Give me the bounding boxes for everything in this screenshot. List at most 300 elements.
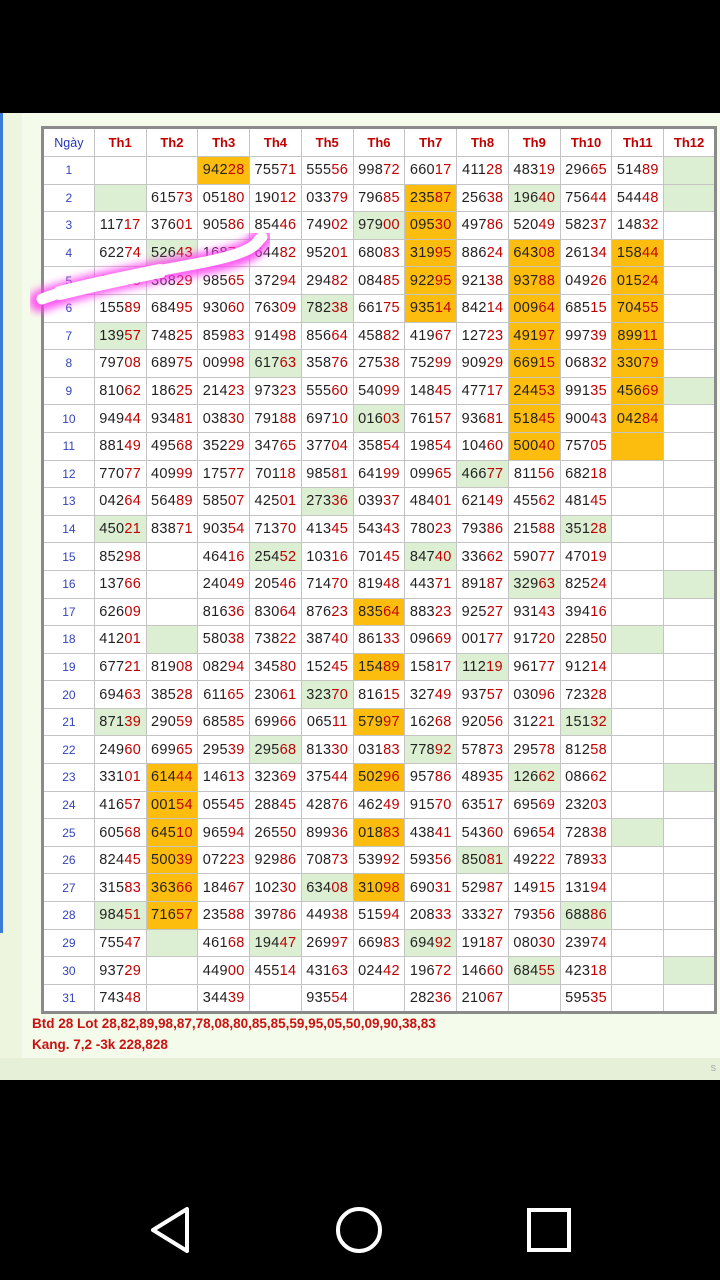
result-tail-digits: 77 (486, 631, 504, 648)
result-tail-digits: 15 (590, 300, 607, 317)
result-cell (664, 736, 716, 764)
result-tail-digits: 20 (538, 631, 556, 648)
result-tail-digits: 86 (434, 769, 452, 786)
result-lead-digits: 793 (513, 907, 539, 924)
result-cell (560, 708, 612, 736)
result-lead-digits: 235 (202, 907, 228, 924)
result-cell (250, 570, 302, 598)
day-number: 9 (43, 377, 95, 405)
result-cell (94, 157, 146, 185)
result-tail-digits: 66 (176, 879, 193, 896)
result-cell (353, 184, 405, 212)
result-tail-digits: 89 (176, 493, 193, 510)
result-cell (664, 267, 716, 295)
result-tail-digits: 39 (590, 327, 607, 344)
day-number: 23 (43, 764, 95, 792)
result-lead-digits: 699 (254, 714, 280, 731)
result-cell (198, 598, 250, 626)
result-tail-digits: 57 (486, 686, 504, 703)
result-cell (405, 791, 457, 819)
result-lead-digits: 024 (358, 962, 384, 979)
result-cell (94, 929, 146, 957)
result-tail-digits: 79 (331, 189, 349, 206)
result-cell (146, 984, 198, 1013)
result-tail-digits: 46 (279, 576, 297, 593)
result-lead-digits: 095 (409, 217, 435, 234)
result-tail-digits: 57 (434, 410, 452, 427)
result-lead-digits: 819 (151, 658, 177, 675)
result-lead-digits: 626 (99, 603, 125, 620)
result-cell (250, 984, 302, 1013)
result-tail-digits: 44 (176, 769, 193, 786)
result-lead-digits: 937 (513, 272, 539, 289)
table-row (43, 239, 716, 267)
result-lead-digits: 936 (461, 410, 487, 427)
result-cell (664, 570, 716, 598)
result-lead-digits: 985 (202, 272, 228, 289)
result-tail-digits: 08 (176, 658, 193, 675)
result-tail-digits: 11 (642, 327, 659, 344)
table-row (43, 157, 716, 185)
result-lead-digits: 323 (306, 686, 332, 703)
result-cell (94, 819, 146, 847)
result-cell (612, 626, 664, 654)
result-cell (250, 791, 302, 819)
footer-note (32, 1013, 436, 1055)
result-cell (405, 764, 457, 792)
result-cell (146, 902, 198, 930)
result-lead-digits: 198 (409, 438, 435, 455)
result-tail-digits: 96 (383, 769, 400, 786)
result-cell (353, 239, 405, 267)
result-cell (612, 819, 664, 847)
result-tail-digits: 03 (590, 796, 607, 813)
result-lead-digits: 477 (461, 383, 487, 400)
result-cell (198, 460, 250, 488)
result-tail-digits: 45 (227, 796, 245, 813)
result-tail-digits: 49 (538, 217, 556, 234)
result-cell (560, 377, 612, 405)
result-tail-digits: 64 (279, 603, 297, 620)
result-cell (457, 294, 509, 322)
result-lead-digits: 103 (306, 548, 332, 565)
result-lead-digits: 438 (409, 824, 435, 841)
result-cell (198, 488, 250, 516)
result-cell (457, 764, 509, 792)
result-lead-digits: 680 (358, 245, 384, 262)
result-tail-digits: 71 (434, 576, 452, 593)
result-lead-digits: 491 (513, 327, 539, 344)
table-row (43, 681, 716, 709)
result-cell (457, 212, 509, 240)
result-lead-digits: 611 (203, 686, 228, 703)
result-cell (146, 488, 198, 516)
result-lead-digits: 564 (151, 493, 177, 510)
result-cell (146, 736, 198, 764)
result-cell (94, 460, 146, 488)
result-lead-digits: 905 (202, 217, 228, 234)
result-lead-digits: 580 (202, 631, 228, 648)
result-cell (457, 488, 509, 516)
result-tail-digits: 74 (124, 245, 142, 262)
result-tail-digits: 72 (434, 962, 452, 979)
result-lead-digits: 713 (254, 521, 280, 538)
result-cell (508, 791, 560, 819)
result-cell (198, 377, 250, 405)
result-cell (198, 764, 250, 792)
result-tail-digits: 63 (279, 355, 297, 372)
result-tail-digits: 75 (176, 355, 193, 372)
result-cell (612, 874, 664, 902)
result-cell (664, 708, 716, 736)
result-tail-digits: 01 (279, 493, 297, 510)
result-cell (560, 791, 612, 819)
result-lead-digits: 813 (306, 741, 332, 758)
result-lead-digits: 450 (99, 521, 125, 538)
result-lead-digits: 428 (306, 796, 332, 813)
result-tail-digits: 47 (279, 934, 297, 951)
result-tail-digits: 69 (641, 383, 659, 400)
result-tail-digits: 21 (124, 658, 142, 675)
result-cell (250, 902, 302, 930)
result-lead-digits: 152 (306, 658, 332, 675)
result-lead-digits: 921 (461, 272, 487, 289)
result-tail-digits: 73 (486, 741, 504, 758)
result-lead-digits: 685 (202, 714, 228, 731)
result-lead-digits: 957 (409, 769, 435, 786)
result-tail-digits: 33 (383, 631, 400, 648)
result-cell (508, 736, 560, 764)
result-tail-digits: 92 (434, 934, 452, 951)
result-lead-digits: 942 (202, 162, 228, 179)
result-cell (457, 570, 509, 598)
result-tail-digits: 62 (538, 769, 556, 786)
result-tail-digits: 71 (176, 521, 193, 538)
result-cell (250, 598, 302, 626)
result-cell (508, 488, 560, 516)
result-cell (405, 184, 457, 212)
result-cell (508, 957, 560, 985)
result-lead-digits: 752 (409, 355, 435, 372)
result-tail-digits: 86 (279, 852, 297, 869)
result-tail-digits: 75 (383, 300, 400, 317)
result-tail-digits: 67 (434, 327, 452, 344)
result-cell (198, 653, 250, 681)
result-tail-digits: 66 (124, 576, 142, 593)
result-cell (94, 957, 146, 985)
result-tail-digits: 04 (331, 438, 349, 455)
result-tail-digits: 14 (279, 962, 297, 979)
result-lead-digits: 555 (306, 162, 332, 179)
result-lead-digits: 228 (565, 631, 591, 648)
result-cell (353, 377, 405, 405)
result-tail-digits: 77 (486, 465, 504, 482)
result-lead-digits: 387 (306, 631, 332, 648)
result-cell (612, 681, 664, 709)
table-row (43, 957, 716, 985)
result-cell (250, 432, 302, 460)
result-lead-digits: 042 (616, 410, 642, 427)
result-cell (94, 902, 146, 930)
result-tail-digits: 32 (590, 714, 607, 731)
result-lead-digits: 455 (254, 962, 280, 979)
result-tail-digits: 30 (538, 934, 556, 951)
result-cell (664, 157, 716, 185)
result-lead-digits: 782 (306, 300, 332, 317)
result-lead-digits: 810 (99, 383, 125, 400)
result-cell (146, 570, 198, 598)
result-tail-digits: 64 (538, 300, 556, 317)
result-tail-digits: 54 (538, 824, 556, 841)
result-tail-digits: 59 (176, 714, 193, 731)
result-cell (457, 626, 509, 654)
table-body (43, 157, 716, 1013)
result-lead-digits: 419 (409, 327, 435, 344)
result-cell (457, 350, 509, 378)
result-lead-digits: 669 (358, 934, 384, 951)
result-cell (457, 653, 509, 681)
result-tail-digits: 99 (383, 383, 400, 400)
result-lead-digits: 689 (151, 355, 177, 372)
result-tail-digits: 43 (176, 245, 193, 262)
result-cell (301, 984, 353, 1013)
result-tail-digits: 68 (227, 934, 245, 951)
result-cell (353, 819, 405, 847)
result-tail-digits: 65 (434, 465, 452, 482)
column-header-month: Th1 (94, 128, 146, 157)
result-lead-digits: 484 (409, 493, 435, 510)
result-tail-digits: 65 (227, 686, 245, 703)
result-lead-digits: 455 (513, 493, 539, 510)
result-tail-digits: 23 (227, 383, 245, 400)
result-lead-digits: 684 (151, 300, 177, 317)
result-tail-digits: 55 (538, 962, 556, 979)
result-tail-digits: 77 (227, 465, 245, 482)
result-tail-digits: 60 (331, 383, 349, 400)
result-lead-digits: 001 (461, 631, 487, 648)
result-cell (353, 957, 405, 985)
result-tail-digits: 44 (641, 245, 659, 262)
result-lead-digits: 502 (358, 769, 384, 786)
result-tail-digits: 46 (279, 217, 297, 234)
result-lead-digits: 273 (306, 493, 332, 510)
column-header-month: Th3 (198, 128, 250, 157)
result-tail-digits: 32 (641, 217, 659, 234)
result-cell (250, 157, 302, 185)
result-lead-digits: 196 (513, 189, 539, 206)
result-tail-digits: 81 (486, 852, 504, 869)
result-tail-digits: 67 (227, 879, 245, 896)
result-lead-digits: 701 (358, 548, 384, 565)
result-cell (612, 267, 664, 295)
result-lead-digits: 935 (306, 990, 332, 1007)
result-tail-digits: 38 (486, 272, 504, 289)
result-lead-digits: 294 (306, 272, 332, 289)
result-lead-digits: 614 (151, 769, 177, 786)
result-lead-digits: 345 (254, 658, 280, 675)
result-tail-digits: 24 (486, 245, 504, 262)
result-cell (146, 681, 198, 709)
result-cell (508, 460, 560, 488)
result-lead-digits: 458 (358, 327, 384, 344)
result-lead-digits: 288 (254, 796, 280, 813)
result-tail-digits: 56 (537, 465, 555, 482)
result-lead-digits: 139 (99, 327, 125, 344)
result-cell (353, 294, 405, 322)
result-cell (146, 377, 198, 405)
result-lead-digits: 282 (409, 990, 435, 1007)
result-lead-digits: 540 (358, 383, 384, 400)
back-icon[interactable] (135, 1195, 205, 1265)
result-tail-digits: 64 (124, 493, 142, 510)
table-row (43, 736, 716, 764)
result-tail-digits: 44 (124, 410, 142, 427)
result-cell (301, 846, 353, 874)
result-lead-digits: 635 (461, 796, 487, 813)
result-tail-digits: 44 (331, 769, 349, 786)
result-tail-digits: 86 (590, 907, 607, 924)
result-cell (94, 570, 146, 598)
result-cell (508, 543, 560, 571)
result-cell (664, 902, 716, 930)
table-row (43, 791, 716, 819)
table-row (43, 488, 716, 516)
recents-icon[interactable] (514, 1195, 584, 1265)
result-cell (560, 488, 612, 516)
result-tail-digits: 77 (538, 658, 556, 675)
result-cell (94, 515, 146, 543)
result-lead-digits: 409 (151, 465, 177, 482)
result-cell (457, 405, 509, 433)
day-number: 17 (43, 598, 95, 626)
column-header-month: Th4 (250, 128, 302, 157)
result-tail-digits: 94 (279, 272, 297, 289)
result-cell (612, 212, 664, 240)
result-tail-digits: 01 (124, 631, 142, 648)
result-cell (353, 764, 405, 792)
result-cell (353, 653, 405, 681)
result-cell (457, 846, 509, 874)
result-cell (94, 405, 146, 433)
result-tail-digits: 97 (383, 714, 400, 731)
result-lead-digits: 838 (151, 521, 177, 538)
result-tail-digits: 86 (486, 217, 504, 234)
result-lead-digits: 319 (409, 245, 435, 262)
result-cell (612, 460, 664, 488)
result-cell (405, 846, 457, 874)
result-tail-digits: 31 (434, 879, 452, 896)
result-cell (560, 212, 612, 240)
result-tail-digits: 73 (227, 245, 245, 262)
result-lead-digits: 265 (254, 824, 280, 841)
result-lead-digits: 492 (513, 852, 539, 869)
result-tail-digits: 03 (383, 410, 400, 427)
result-tail-digits: 83 (383, 245, 400, 262)
result-tail-digits: 97 (331, 934, 349, 951)
result-cell (664, 322, 716, 350)
result-cell (353, 350, 405, 378)
result-tail-digits: 87 (434, 189, 452, 206)
result-tail-digits: 10 (176, 824, 193, 841)
result-lead-digits: 397 (254, 907, 280, 924)
result-cell (146, 184, 198, 212)
result-lead-digits: 660 (409, 162, 435, 179)
result-lead-digits: 210 (461, 990, 487, 1007)
result-cell (457, 432, 509, 460)
result-lead-digits: 331 (99, 769, 125, 786)
table-row (43, 515, 716, 543)
day-number: 8 (43, 350, 95, 378)
result-cell (612, 294, 664, 322)
result-tail-digits: 73 (331, 852, 349, 869)
result-lead-digits: 194 (254, 934, 280, 951)
result-lead-digits: 738 (254, 631, 280, 648)
result-tail-digits: 53 (538, 383, 556, 400)
result-lead-digits: 500 (151, 852, 177, 869)
result-cell (457, 267, 509, 295)
result-lead-digits: 068 (565, 355, 591, 372)
result-lead-digits: 096 (409, 631, 435, 648)
result-lead-digits: 756 (565, 189, 591, 206)
result-cell (94, 377, 146, 405)
result-lead-digits: 979 (358, 217, 384, 234)
result-cell (94, 212, 146, 240)
result-tail-digits: 16 (590, 603, 607, 620)
result-cell (146, 350, 198, 378)
result-tail-digits: 43 (538, 603, 556, 620)
result-tail-digits: 62 (590, 769, 607, 786)
result-tail-digits: 99 (383, 465, 400, 482)
column-header-day: Ngày (43, 128, 95, 157)
result-lead-digits: 915 (409, 796, 435, 813)
day-number: 26 (43, 846, 95, 874)
result-tail-digits: 49 (124, 438, 142, 455)
day-number: 12 (43, 460, 95, 488)
result-cell (301, 239, 353, 267)
result-lead-digits: 038 (202, 410, 228, 427)
result-lead-digits: 352 (202, 438, 228, 455)
result-lead-digits: 146 (461, 962, 487, 979)
result-lead-digits: 158 (409, 658, 435, 675)
result-lead-digits: 497 (461, 217, 487, 234)
result-cell (353, 846, 405, 874)
table-row (43, 212, 716, 240)
day-number: 30 (43, 957, 95, 985)
day-number: 14 (43, 515, 95, 543)
result-lead-digits: 275 (358, 355, 384, 372)
result-tail-digits: 27 (486, 907, 504, 924)
result-cell (94, 653, 146, 681)
result-lead-digits: 899 (306, 824, 332, 841)
result-tail-digits: 76 (331, 355, 349, 372)
day-number: 19 (43, 653, 95, 681)
result-cell (94, 322, 146, 350)
result-cell (457, 957, 509, 985)
result-lead-digits: 215 (513, 521, 539, 538)
result-cell (198, 570, 250, 598)
result-lead-digits: 461 (202, 934, 228, 951)
result-cell (508, 681, 560, 709)
result-tail-digits: 15 (538, 355, 556, 372)
result-lead-digits: 495 (151, 438, 177, 455)
result-lead-digits: 682 (565, 465, 591, 482)
result-cell (405, 212, 457, 240)
home-icon[interactable] (324, 1195, 394, 1265)
result-lead-digits: 661 (358, 300, 384, 317)
result-tail-digits: 83 (227, 327, 245, 344)
result-cell (353, 708, 405, 736)
result-cell (198, 736, 250, 764)
